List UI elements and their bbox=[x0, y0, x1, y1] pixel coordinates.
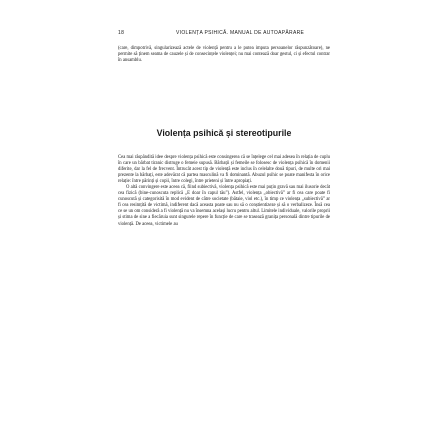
body-paragraph: Cea mai răspândită idee despre violența psihică este consingerea că se înțelege cel mai adesea în relația de cuplu în care un bărbat tiranic distruge o femeie supusă. Bărbații și femeile se folosesc de violența psihică în domenii diferite, dar la fel de frecvent. Întrucât acest tip de violență este inclus în celelalte două tipuri, de multe ori mai prezente la bărbați, este adevărat că partea masculină va fi dominantă. Abuzul psihic se poate manifesta în orice relație: între părinți și copii, între colegi, între prieteni și între apropiați. bbox=[118, 155, 330, 185]
body-paragraph: O altă convingere este aceea că, fiind subiectivă, violența psihică este mai puțin gravă sau mai ilusorie decât cea fizică (bine-cunoscuta replică „E doar în capul tău”). Astfel, violența „obiectivă” ar fi cea care poate fi cunoscută și categorisită în mod evident de către societate (bătaie, viol etc.), în timp ce violența „subiectivă” ar fi cea resimțită de victimă, indiferent dacă aceasta poate sau nu să o conștientizeze și să o verbalizeze. Însă cea ce se un om consideră a fi violență nu va însemna același lucru pentru altul. Limitele individuale, valorile proprii și stima de sine a fiecăruia sunt singurele repere în funcție de care se trasează granița personală dintre tipurile de violență. De aceea, victimele au bbox=[118, 185, 330, 227]
page-number: 18 bbox=[118, 30, 125, 36]
intro-paragraph bbox=[118, 46, 330, 64]
running-title: VIOLENȚA PSIHICĂ. MANUAL DE AUTOAPĂRARE bbox=[176, 30, 305, 36]
section-heading: Violența psihică și stereotipurile bbox=[156, 128, 292, 138]
running-head bbox=[118, 30, 330, 40]
section-body bbox=[118, 155, 330, 228]
intro-text: (care, dimpotrivă, singularizează actele de violență pentru a le putea imputa persoanelor răspunzătoare), ne permite să ținem seama de cauzele și de consecințele violenței; nu mai contează doar gestul, ci și efectul contrar în ansamblu. bbox=[118, 46, 330, 64]
